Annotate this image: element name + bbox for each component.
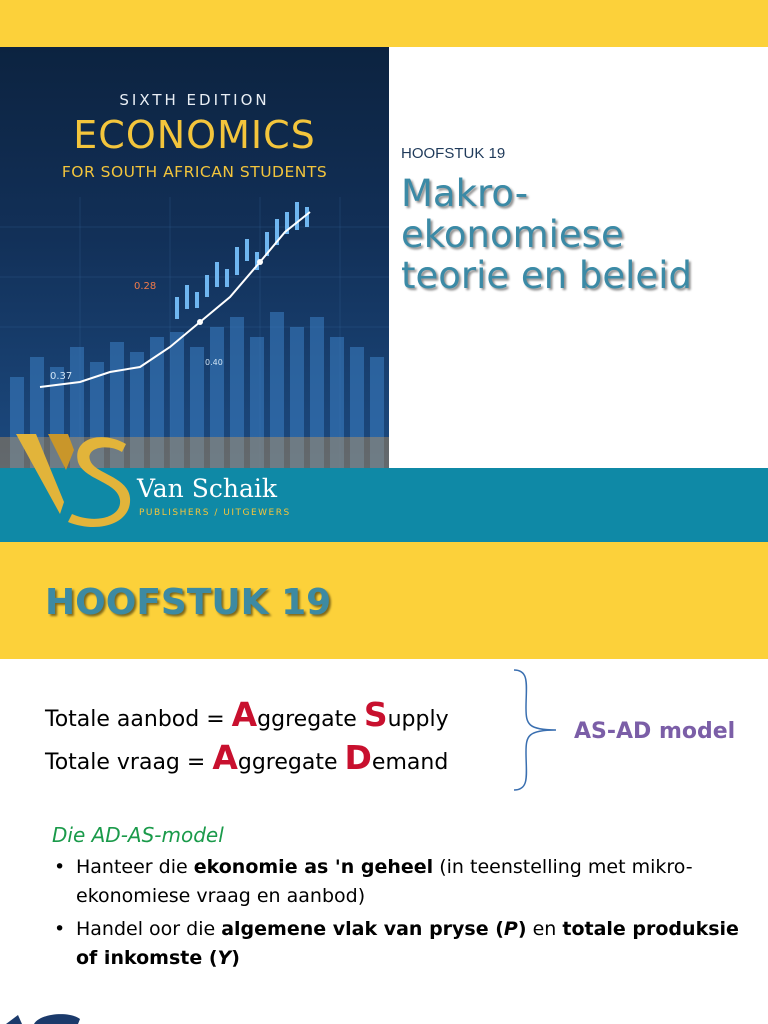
definition-supply-mid: ggregate bbox=[257, 707, 364, 732]
vs-logo-icon bbox=[14, 430, 134, 530]
footer-vs-logo-icon bbox=[0, 1011, 90, 1024]
cover-value-3: 0.40 bbox=[205, 358, 223, 367]
definition-demand-letter-d: D bbox=[344, 738, 372, 777]
slide-2-header bbox=[0, 545, 768, 659]
definition-demand-prefix: Totale vraag = bbox=[45, 750, 213, 775]
bullet-2-italic-p: P bbox=[503, 918, 518, 940]
chapter-title bbox=[401, 173, 761, 296]
chapter-number: HOOFSTUK 19 bbox=[401, 145, 506, 162]
bullet-item-1 bbox=[52, 853, 752, 911]
cover-edition: SIXTH EDITION bbox=[119, 91, 270, 109]
bullet-2-italic-y: Y bbox=[217, 947, 232, 969]
definition-supply-prefix: Totale aanbod = bbox=[45, 707, 232, 732]
bullet-1-post: (in teenstelling met mikro-ekonomiese vraag en aanbod) bbox=[76, 856, 693, 907]
bullet-1-bold: ekonomie as 'n geheel bbox=[193, 856, 434, 878]
bullet-2-bold-1 bbox=[221, 918, 526, 940]
cover-subtitle: FOR SOUTH AFRICAN STUDENTS bbox=[61, 163, 328, 181]
bullet-1-pre: Hanteer die bbox=[76, 856, 194, 878]
bullet-2-bold-1-text: algemene vlak van pryse ( bbox=[221, 918, 504, 940]
bullet-dot-icon: • bbox=[54, 856, 66, 878]
bullet-2-bold-2-close: ) bbox=[231, 947, 240, 969]
publisher-name: Van Schaik bbox=[137, 474, 277, 503]
cover-title: ECONOMICS bbox=[73, 113, 316, 157]
bullet-2-pre: Handel oor die bbox=[76, 918, 222, 940]
slide-2-title: HOOFSTUK 19 bbox=[45, 582, 332, 623]
definition-supply-letter-a: A bbox=[231, 695, 258, 734]
bullet-item-2 bbox=[52, 915, 752, 973]
model-label: AS-AD model bbox=[574, 719, 736, 744]
cover-artwork bbox=[0, 47, 389, 468]
book-cover bbox=[0, 47, 389, 468]
definition-demand-mid: ggregate bbox=[237, 750, 345, 775]
bullet-list bbox=[52, 853, 752, 977]
bullet-2-bold-1-close: ) bbox=[517, 918, 527, 940]
chapter-title-line-3: teorie en beleid bbox=[401, 254, 692, 297]
chapter-panel bbox=[389, 47, 768, 468]
bullet-2-bold-2-text: totale produksie of inkomste ( bbox=[76, 918, 739, 969]
bullet-2-mid: en bbox=[526, 918, 563, 940]
slide-2 bbox=[0, 545, 768, 1024]
publisher-tagline: PUBLISHERS / UITGEWERS bbox=[139, 508, 291, 518]
chapter-title-line-1: Makro- bbox=[401, 172, 529, 215]
cover-value-2: 0.37 bbox=[50, 371, 73, 382]
definition-supply-letter-s: S bbox=[363, 695, 388, 734]
section-title: Die AD-AS-model bbox=[52, 823, 224, 847]
definition-demand-letter-a: A bbox=[212, 738, 238, 777]
definition-demand-rest: emand bbox=[371, 750, 449, 775]
right-brace-icon bbox=[500, 668, 560, 792]
cover-value-1: 0.28 bbox=[134, 281, 157, 292]
definition-supply bbox=[45, 695, 449, 734]
definition-supply-rest: upply bbox=[387, 707, 449, 732]
chapter-title-line-2: ekonomiese bbox=[401, 213, 624, 256]
bullet-dot-icon: • bbox=[54, 918, 66, 940]
definition-demand bbox=[45, 738, 448, 777]
